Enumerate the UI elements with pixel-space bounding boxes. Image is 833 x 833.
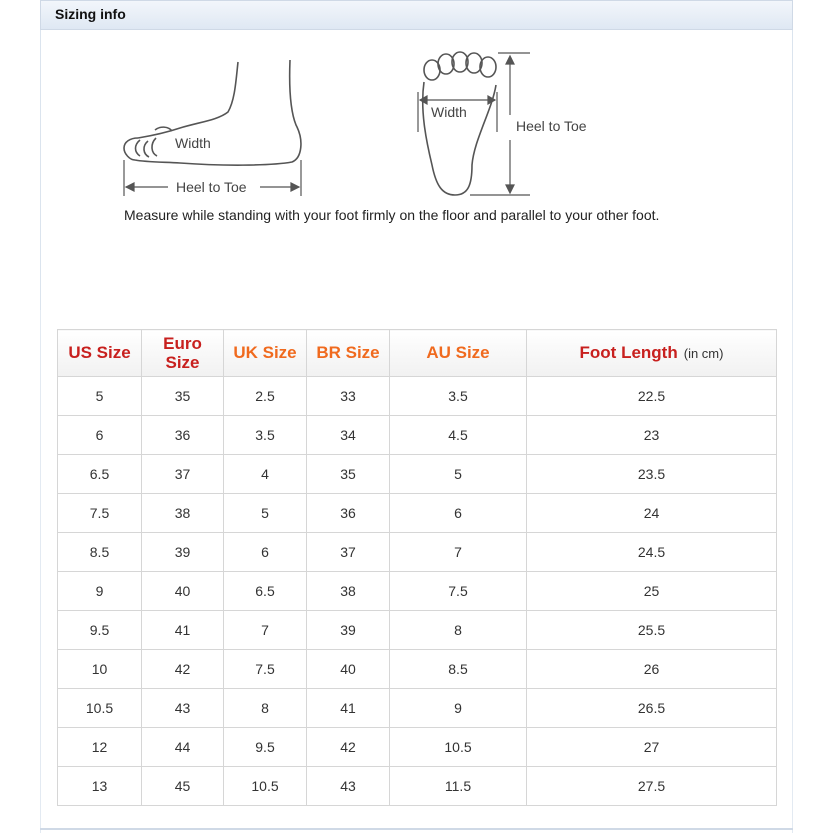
- table-row: [58, 572, 777, 611]
- table-row: [58, 494, 777, 533]
- table-row: [58, 728, 777, 767]
- cell-foot-length: 24: [527, 494, 777, 533]
- header-euro-size: [142, 330, 224, 377]
- cell-uk-size: 7: [224, 611, 307, 650]
- cell-au-size: 11.5: [390, 767, 527, 806]
- header-euro-line1: Euro: [163, 334, 202, 353]
- cell-br-size: 40: [307, 650, 390, 689]
- footer-divider: [40, 828, 793, 830]
- table-header-row: [58, 330, 777, 377]
- cell-br-size: 39: [307, 611, 390, 650]
- left-border: [40, 310, 41, 833]
- cell-au-size: 6: [390, 494, 527, 533]
- cell-us-size: 9.5: [58, 611, 142, 650]
- cell-uk-size: 10.5: [224, 767, 307, 806]
- cell-au-size: 7.5: [390, 572, 527, 611]
- cell-uk-size: 8: [224, 689, 307, 728]
- cell-us-size: 6: [58, 416, 142, 455]
- cell-us-size: 7.5: [58, 494, 142, 533]
- header-au-size: AU Size: [390, 330, 527, 377]
- measurement-instruction: Measure while standing with your foot firmly on the floor and parallel to your other foot.: [124, 207, 660, 223]
- header-br-size: BR Size: [307, 330, 390, 377]
- cell-au-size: 4.5: [390, 416, 527, 455]
- cell-foot-length: 26.5: [527, 689, 777, 728]
- cell-uk-size: 9.5: [224, 728, 307, 767]
- cell-foot-length: 22.5: [527, 377, 777, 416]
- cell-br-size: 36: [307, 494, 390, 533]
- cell-au-size: 5: [390, 455, 527, 494]
- cell-uk-size: 6.5: [224, 572, 307, 611]
- table-row: [58, 650, 777, 689]
- table-row: [58, 416, 777, 455]
- section-title: Sizing info: [55, 6, 126, 22]
- size-table-body: [58, 377, 777, 806]
- side-width-label: Width: [175, 135, 211, 151]
- header-us-size: US Size: [58, 330, 142, 377]
- side-heel-to-toe-label: Heel to Toe: [176, 179, 247, 195]
- cell-us-size: 13: [58, 767, 142, 806]
- cell-foot-length: 23: [527, 416, 777, 455]
- cell-euro-size: 35: [142, 377, 224, 416]
- cell-euro-size: 45: [142, 767, 224, 806]
- cell-us-size: 8.5: [58, 533, 142, 572]
- cell-us-size: 10: [58, 650, 142, 689]
- cell-foot-length: 27: [527, 728, 777, 767]
- cell-uk-size: 5: [224, 494, 307, 533]
- cell-br-size: 33: [307, 377, 390, 416]
- table-row: [58, 377, 777, 416]
- cell-au-size: 9: [390, 689, 527, 728]
- cell-au-size: 3.5: [390, 377, 527, 416]
- cell-euro-size: 39: [142, 533, 224, 572]
- cell-foot-length: 26: [527, 650, 777, 689]
- cell-br-size: 42: [307, 728, 390, 767]
- cell-us-size: 10.5: [58, 689, 142, 728]
- cell-uk-size: 3.5: [224, 416, 307, 455]
- cell-us-size: 6.5: [58, 455, 142, 494]
- cell-au-size: 7: [390, 533, 527, 572]
- cell-euro-size: 38: [142, 494, 224, 533]
- cell-au-size: 10.5: [390, 728, 527, 767]
- cell-euro-size: 44: [142, 728, 224, 767]
- cell-euro-size: 41: [142, 611, 224, 650]
- size-chart-table: [57, 329, 777, 806]
- cell-foot-length: 25.5: [527, 611, 777, 650]
- cell-foot-length: 27.5: [527, 767, 777, 806]
- cell-uk-size: 6: [224, 533, 307, 572]
- cell-br-size: 38: [307, 572, 390, 611]
- cell-br-size: 34: [307, 416, 390, 455]
- table-row: [58, 611, 777, 650]
- cell-foot-length: 24.5: [527, 533, 777, 572]
- table-row: [58, 689, 777, 728]
- cell-au-size: 8: [390, 611, 527, 650]
- cell-br-size: 37: [307, 533, 390, 572]
- cell-br-size: 35: [307, 455, 390, 494]
- side-view-foot-illustration: [124, 60, 301, 165]
- foot-measure-diagram: [0, 0, 833, 240]
- header-foot-length-label: Foot Length: [579, 343, 678, 362]
- table-row: [58, 455, 777, 494]
- cell-foot-length: 25: [527, 572, 777, 611]
- top-width-label: Width: [431, 104, 467, 120]
- cell-uk-size: 7.5: [224, 650, 307, 689]
- cell-euro-size: 37: [142, 455, 224, 494]
- top-view-foot-illustration: [423, 52, 496, 195]
- cell-uk-size: 4: [224, 455, 307, 494]
- cell-foot-length: 23.5: [527, 455, 777, 494]
- cell-euro-size: 40: [142, 572, 224, 611]
- top-heel-to-toe-label: Heel to Toe: [516, 118, 587, 134]
- cell-br-size: 41: [307, 689, 390, 728]
- right-border: [792, 310, 793, 833]
- cell-uk-size: 2.5: [224, 377, 307, 416]
- header-uk-size: UK Size: [224, 330, 307, 377]
- table-row: [58, 767, 777, 806]
- table-row: [58, 533, 777, 572]
- cell-us-size: 9: [58, 572, 142, 611]
- cell-euro-size: 36: [142, 416, 224, 455]
- header-euro-line2: Size: [165, 353, 200, 372]
- cell-br-size: 43: [307, 767, 390, 806]
- cell-us-size: 5: [58, 377, 142, 416]
- cell-us-size: 12: [58, 728, 142, 767]
- header-foot-length: [527, 330, 777, 377]
- cell-euro-size: 43: [142, 689, 224, 728]
- header-foot-length-unit: (in cm): [683, 346, 724, 361]
- cell-au-size: 8.5: [390, 650, 527, 689]
- cell-euro-size: 42: [142, 650, 224, 689]
